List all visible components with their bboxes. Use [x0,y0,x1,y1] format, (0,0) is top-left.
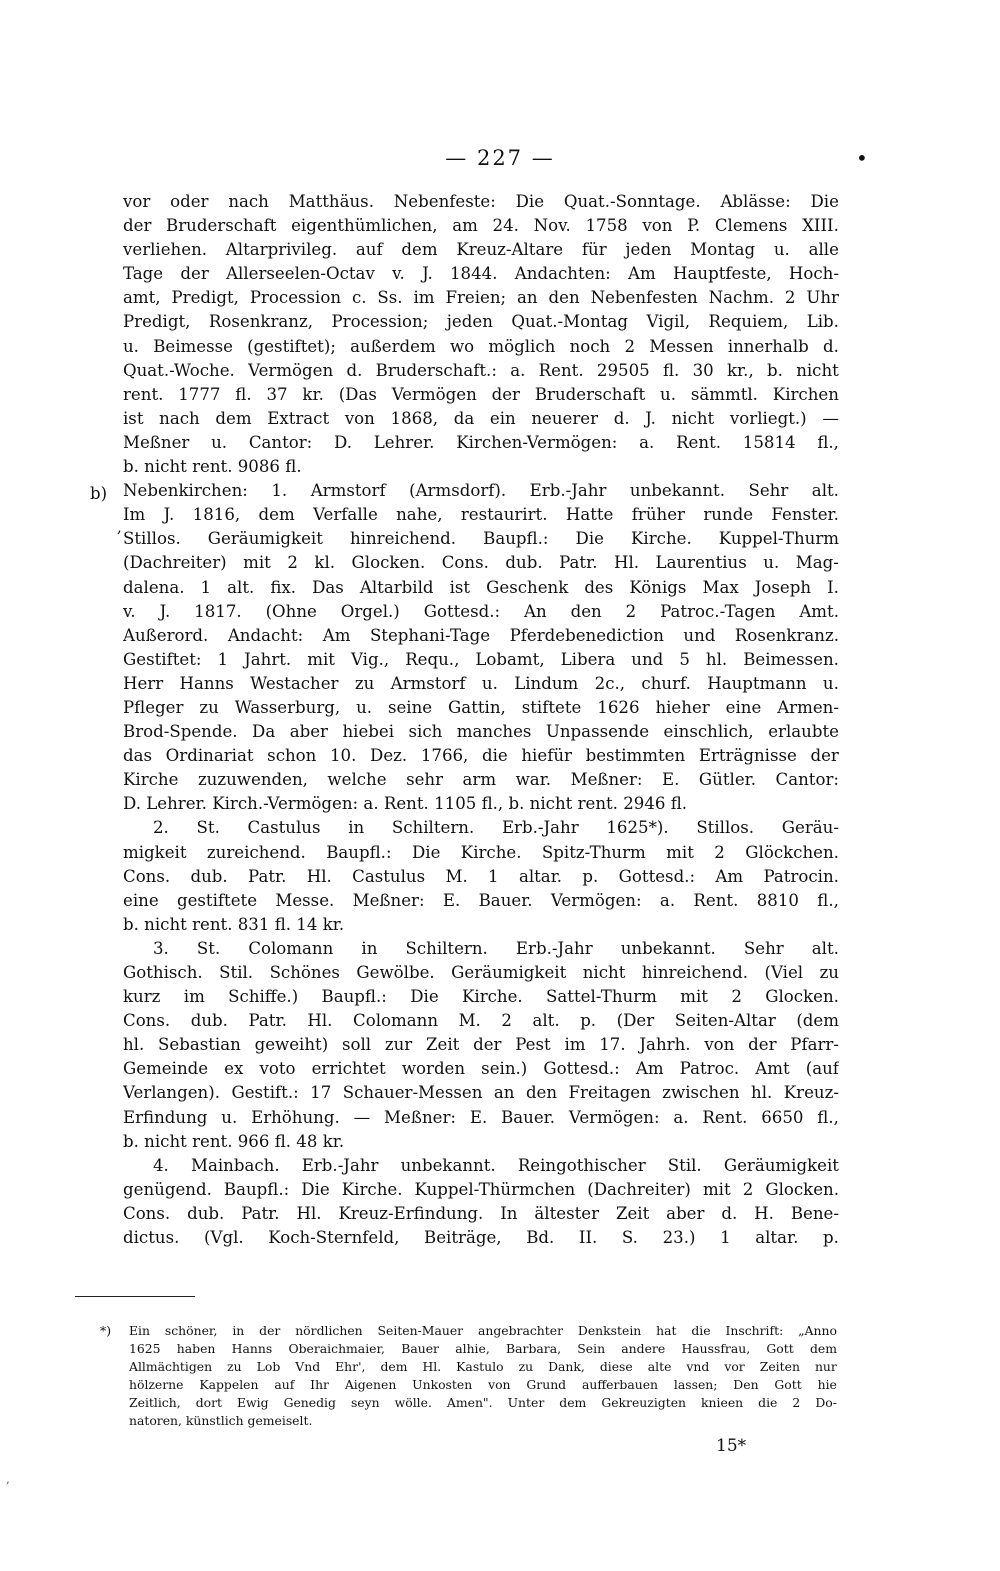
body-line: u. Beimesse (gestiftet); außerdem wo möglich noch 2 Messen innerhalb d. [123,336,839,356]
body-line: Herr Hanns Westacher zu Armstorf u. Lindum 2c., churf. Hauptmann u. [123,673,839,693]
body-line: Quat.-Woche. Vermögen d. Bruderschaft.: a. Rent. 29505 fl. 30 kr., b. nicht [123,360,839,380]
body-line: 4. Mainbach. Erb.-Jahr unbekannt. Reingothischer Stil. Geräumigkeit [153,1155,839,1175]
body-line: Im J. 1816, dem Verfalle nahe, restaurirt. Hatte früher runde Fenster. [123,505,839,525]
body-line: 2. St. Castulus in Schiltern. Erb.-Jahr 1625*). Stillos. Geräu- [153,818,839,838]
body-line: D. Lehrer. Kirch.-Vermögen: a. Rent. 1105 fl., b. nicht rent. 2946 fl. [123,794,688,814]
body-line: Erfindung u. Erhöhung. — Meßner: E. Bauer. Vermögen: a. Rent. 6650 fl., [123,1107,839,1127]
body-line: Kirche zuzuwenden, welche sehr arm war. Meßner: E. Gütler. Cantor: [123,770,839,790]
body-line: v. J. 1817. (Ohne Orgel.) Gottesd.: An den 2 Patroc.-Tagen Amt. [123,601,839,621]
body-line: Stillos. Geräumigkeit hinreichend. Baupfl.: Die Kirche. Kuppel-Thurm [123,529,839,549]
body-line: der Bruderschaft eigenthümlichen, am 24. Nov. 1758 von P. Clemens XIII. [123,216,839,236]
body-line: b. nicht rent. 9086 fl. [123,457,302,477]
margin-mark: , [117,518,122,536]
body-line: 3. St. Colomann in Schiltern. Erb.-Jahr unbekannt. Sehr alt. [153,938,839,958]
body-line: dictus. (Vgl. Koch-Sternfeld, Beiträge, Bd. II. S. 23.) 1 altar. p. [123,1228,839,1248]
footnote-line: hölzerne Kappelen auf Ihr Aigenen Unkosten von Grund aufferbauen lassen; Den Gott hie [129,1377,837,1393]
page-number: — 227 — [445,146,555,170]
body-line: b. nicht rent. 831 fl. 14 kr. [123,914,345,934]
body-line: verliehen. Altarprivileg. auf dem Kreuz-Altare für jeden Montag u. alle [123,240,839,260]
body-line: Nebenkirchen: 1. Armstorf (Armsdorf). Erb.-Jahr unbekannt. Sehr alt. [123,481,839,501]
footnote [129,1322,837,1431]
body-line: eine gestiftete Messe. Meßner: E. Bauer. Vermögen: a. Rent. 8810 fl., [123,890,839,910]
body-line: amt, Predigt, Procession c. Ss. im Freien; an den Nebenfesten Nachm. 2 Uhr [123,288,839,308]
body-line: Tage der Allerseelen-Octav v. J. 1844. Andachten: Am Hauptfeste, Hoch- [123,264,839,284]
footnote-line: 1625 haben Hanns Oberaichmaier, Bauer alhie, Barbara, Sein andere Haussfrau, Gott dem [129,1341,837,1357]
body-line: Verlangen). Gestift.: 17 Schauer-Messen an den Freitagen zwischen hl. Kreuz- [123,1083,839,1103]
main-text [123,190,839,1250]
footnote-line: Allmächtigen zu Lob Vnd Ehr', dem Hl. Kastulo zu Dank, diese alte vnd vor Zeiten nur [129,1359,837,1375]
body-line: kurz im Schiffe.) Baupfl.: Die Kirche. Sattel-Thurm mit 2 Glocken. [123,987,839,1007]
body-line: Außerord. Andacht: Am Stephani-Tage Pferdebenediction und Rosenkranz. [123,625,839,645]
body-line: genügend. Baupfl.: Die Kirche. Kuppel-Thürmchen (Dachreiter) mit 2 Glocken. [123,1179,839,1199]
body-line: Gemeinde ex voto errichtet worden sein.) Gottesd.: Am Patroc. Amt (auf [123,1059,839,1079]
body-line: Cons. dub. Patr. Hl. Colomann M. 2 alt. p. (Der Seiten-Altar (dem [123,1011,839,1031]
body-line: hl. Sebastian geweiht) soll zur Zeit der Pest im 17. Jahrh. von der Pfarr- [123,1035,839,1055]
footnote-line: natoren, künstlich gemeiselt. [129,1413,313,1429]
body-line: Cons. dub. Patr. Hl. Castulus M. 1 altar. p. Gottesd.: Am Patrocin. [123,866,839,886]
body-line: Pfleger zu Wasserburg, u. seine Gattin, stiftete 1626 hieher eine Armen- [123,697,839,717]
body-line: Brod-Spende. Da aber hiebei sich manches Unpassende einschlich, erlaubte [123,722,839,742]
body-line: Gestiftet: 1 Jahrt. mit Vig., Requ., Lobamt, Libera und 5 hl. Beimessen. [123,649,839,669]
body-line: Meßner u. Cantor: D. Lehrer. Kirchen-Vermögen: a. Rent. 15814 fl., [123,432,839,452]
footnote-marker: *) [100,1323,112,1338]
body-line: migkeit zureichend. Baupfl.: Die Kirche. Spitz-Thurm mit 2 Glöckchen. [123,842,839,862]
margin-tick: , [6,1472,10,1486]
section-label: b) [90,484,108,503]
body-line: dalena. 1 alt. fix. Das Altarbild ist Geschenk des Königs Max Joseph I. [123,577,839,597]
body-line: Gothisch. Stil. Schönes Gewölbe. Geräumigkeit nicht hinreichend. (Viel zu [123,963,839,982]
body-line: b. nicht rent. 966 fl. 48 kr. [123,1131,345,1151]
body-line: vor oder nach Matthäus. Nebenfeste: Die Quat.-Sonntage. Ablässe: Die [123,192,839,211]
body-line: Cons. dub. Patr. Hl. Kreuz-Erfindung. In ältester Zeit aber d. H. Bene- [123,1203,839,1223]
body-line: das Ordinariat schon 10. Dez. 1766, die hiefür bestimmten Erträgnisse der [123,746,839,766]
body-line: rent. 1777 fl. 37 kr. (Das Vermögen der Bruderschaft u. sämmtl. Kirchen [123,384,839,404]
body-line: ist nach dem Extract von 1868, da ein neuerer d. J. nicht vorliegt.) — [123,408,839,428]
ink-spot: • [856,146,868,170]
footnote-rule [75,1296,195,1297]
body-line: (Dachreiter) mit 2 kl. Glocken. Cons. dub. Patr. Hl. Laurentius u. Mag- [123,553,839,573]
signature-mark: 15* [716,1436,747,1456]
footnote-line: Zeitlich, dort Ewig Genedig seyn wölle. Amen". Unter dem Gekreuzigten knieen die 2 Do- [129,1395,837,1411]
body-line: Predigt, Rosenkranz, Procession; jeden Quat.-Montag Vigil, Requiem, Lib. [123,312,839,332]
footnote-line: Ein schöner, in der nördlichen Seiten-Mauer angebrachter Denkstein hat die Inschrift: „Anno [129,1323,837,1338]
